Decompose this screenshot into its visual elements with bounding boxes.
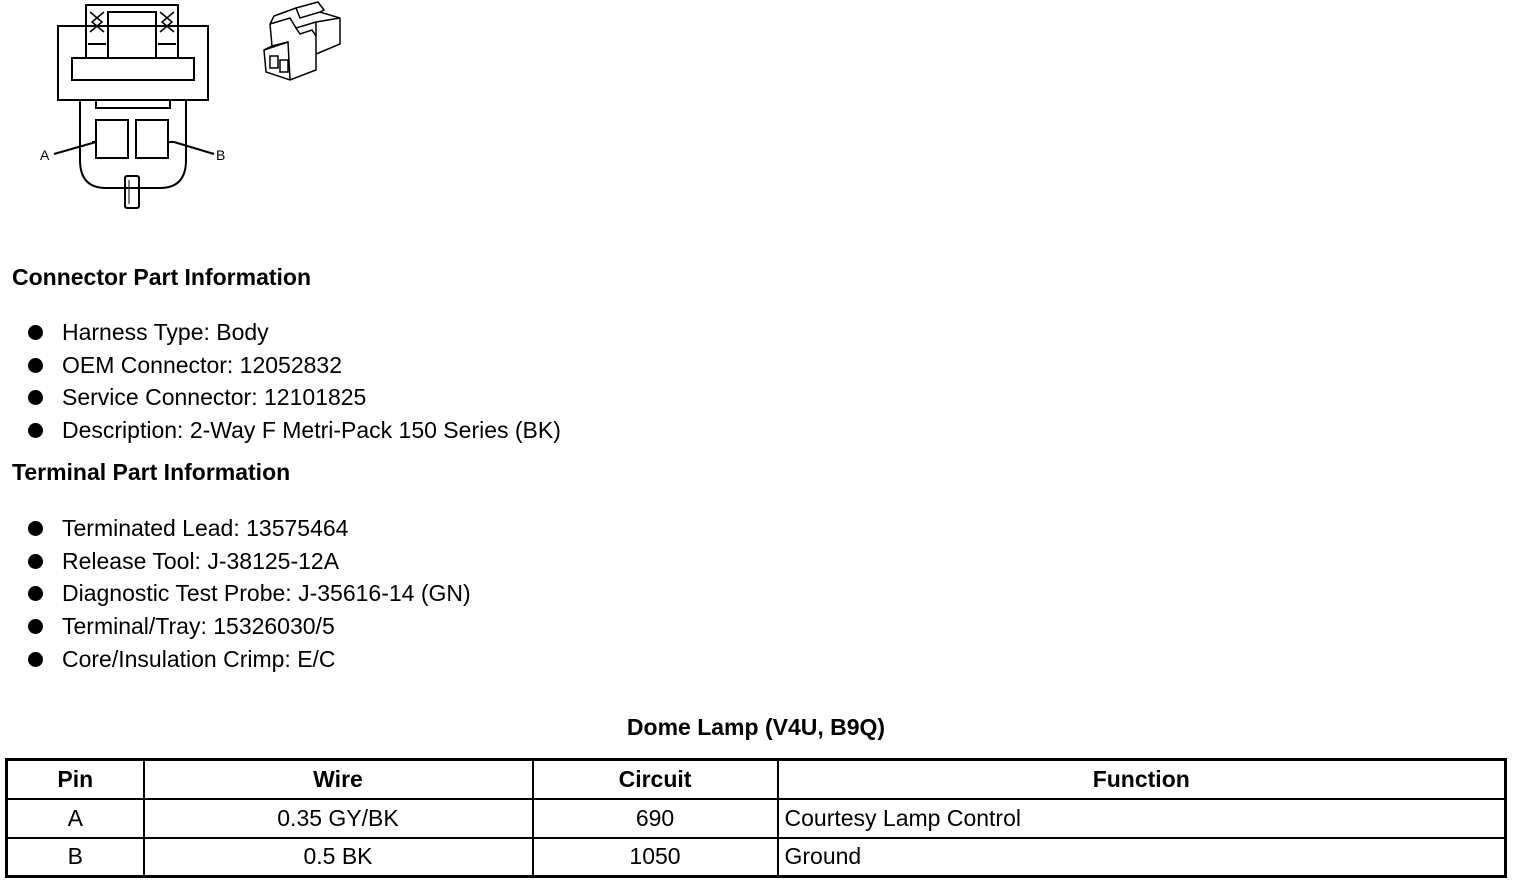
pin-a-label: A <box>40 147 50 163</box>
connector-face-drawing <box>58 5 208 208</box>
terminal-part-info-heading: Terminal Part Information <box>12 459 291 485</box>
list-item: OEM Connector: 12052832 <box>28 349 561 382</box>
cell-pin: A <box>7 799 144 838</box>
cell-wire: 0.5 BK <box>144 838 533 877</box>
cell-pin: B <box>7 838 144 877</box>
connector-diagram <box>0 0 380 230</box>
list-item: Terminal/Tray: 15326030/5 <box>28 610 471 643</box>
pin-b-leader <box>174 142 214 154</box>
cell-circuit: 690 <box>533 799 778 838</box>
pinout-table <box>5 758 1507 878</box>
bullet-icon <box>28 652 43 667</box>
header-circuit: Circuit <box>533 760 778 799</box>
connector-info-list <box>28 316 561 447</box>
bullet-icon <box>28 619 43 634</box>
table-header-row <box>7 760 1506 799</box>
list-item: Release Tool: J-38125-12A <box>28 545 471 578</box>
terminal-info-list <box>28 512 471 676</box>
cell-wire: 0.35 GY/BK <box>144 799 533 838</box>
cell-function: Courtesy Lamp Control <box>778 799 1506 838</box>
header-function: Function <box>778 760 1506 799</box>
bullet-icon <box>28 586 43 601</box>
bullet-icon <box>28 521 43 536</box>
pin-b-label: B <box>216 147 226 163</box>
header-pin: Pin <box>7 760 144 799</box>
bullet-icon <box>28 554 43 569</box>
bullet-icon <box>28 423 43 438</box>
list-item: Service Connector: 12101825 <box>28 382 561 415</box>
list-item: Diagnostic Test Probe: J-35616-14 (GN) <box>28 578 471 611</box>
bullet-icon <box>28 358 43 373</box>
table-title: Dome Lamp (V4U, B9Q) <box>626 714 886 740</box>
header-wire: Wire <box>144 760 533 799</box>
connector-iso-drawing <box>264 2 340 80</box>
list-item: Core/Insulation Crimp: E/C <box>28 643 471 676</box>
pin-a-leader <box>54 142 96 154</box>
cell-circuit: 1050 <box>533 838 778 877</box>
list-item: Harness Type: Body <box>28 316 561 349</box>
connector-part-info-heading: Connector Part Information <box>12 264 312 290</box>
bullet-icon <box>28 390 43 405</box>
cell-function: Ground <box>778 838 1506 877</box>
list-item: Terminated Lead: 13575464 <box>28 512 471 545</box>
table-row <box>7 838 1506 877</box>
list-item: Description: 2-Way F Metri-Pack 150 Series (BK) <box>28 414 561 447</box>
bullet-icon <box>28 325 43 340</box>
table-row <box>7 799 1506 838</box>
